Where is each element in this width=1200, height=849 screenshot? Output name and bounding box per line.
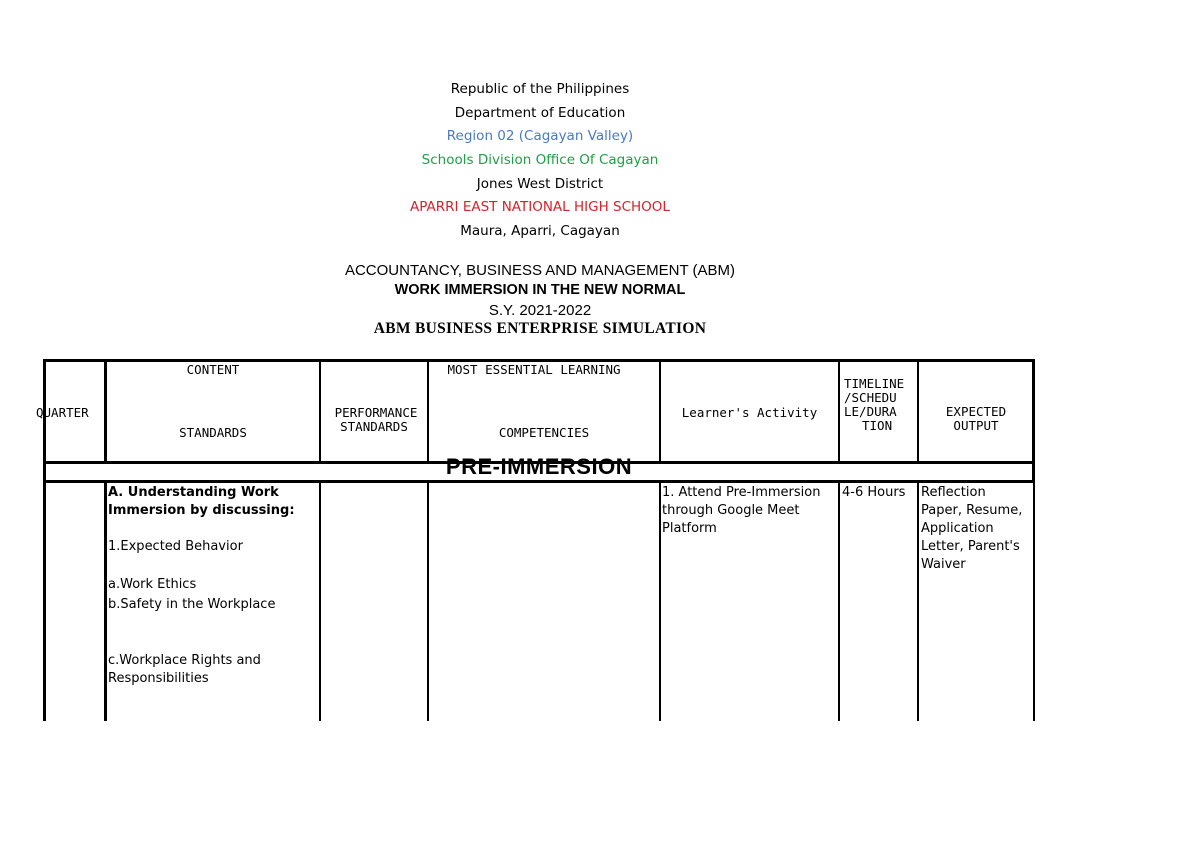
header-learners-activity: Learner's Activity — [681, 405, 818, 420]
section-band-pre-immersion: PRE-IMMERSION — [445, 454, 633, 479]
header-republic: Republic of the Philippines — [450, 81, 630, 97]
header-region: Region 02 (Cagayan Valley) — [446, 128, 634, 144]
header-division: Schools Division Office Of Cagayan — [421, 152, 659, 168]
program-title: WORK IMMERSION IN THE NEW NORMAL — [394, 282, 686, 298]
expected-output-cell: Reflection Paper, Resume, Application Letter, Parent's Waiver — [921, 485, 1023, 572]
header-district: Jones West District — [476, 176, 604, 192]
header-quarter: QUARTER — [36, 405, 89, 420]
header-expected-output: EXPECTED OUTPUT — [945, 404, 1007, 433]
school-year: S.Y. 2021-2022 — [488, 302, 592, 319]
learners-activity-cell: 1. Attend Pre-Immersion through Google Meet Platform — [662, 485, 821, 536]
timeline-cell: 4-6 Hours — [842, 485, 906, 500]
header-address: Maura, Aparri, Cagayan — [460, 223, 620, 239]
strand-title: ACCOUNTANCY, BUSINESS AND MANAGEMENT (ABM) — [344, 262, 736, 279]
header-department: Department of Education — [454, 105, 626, 121]
simulation-title: ABM BUSINESS ENTERPRISE SIMULATION — [373, 320, 707, 337]
header-school: APARRI EAST NATIONAL HIGH SCHOOL — [410, 199, 670, 215]
header-performance-standards: PERFORMANCE STANDARDS — [334, 405, 418, 434]
content-standards-cell: A. Understanding Work Immersion by discussing: 1.Expected Behavior a.Work Ethics b.Safety in the Workplace c.Workplace Rights and Responsibilities — [108, 485, 295, 686]
header-content-standards: CONTENT STANDARDS — [179, 362, 247, 440]
header-timeline: TIMELINE /SCHEDU LE/DURA TION — [844, 376, 905, 433]
header-melc: MOST ESSENTIAL LEARNING COMPETENCIES — [447, 362, 621, 440]
